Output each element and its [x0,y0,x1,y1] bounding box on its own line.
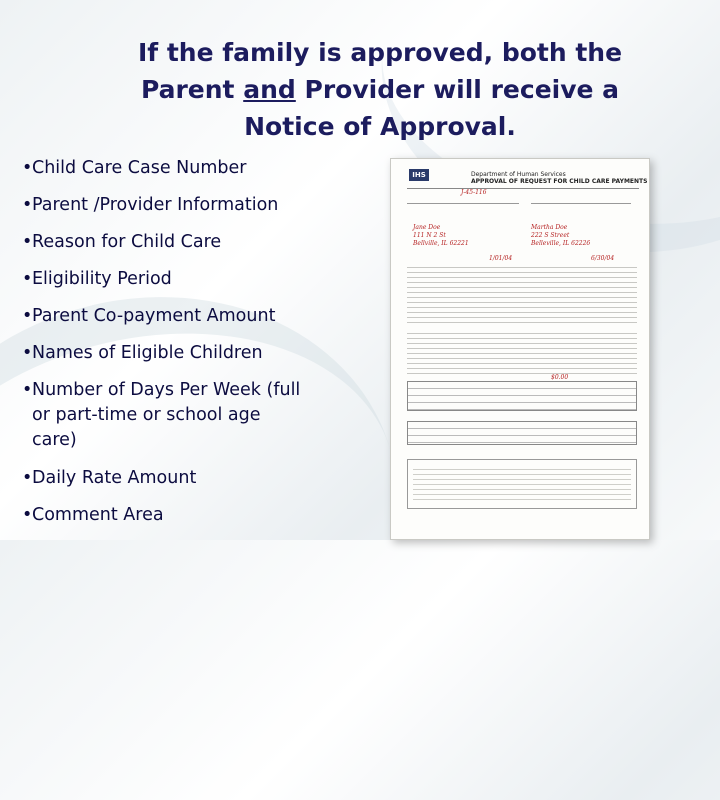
form-case-number: J-45-116 [461,189,487,196]
form-divider [407,188,639,189]
slide-title [100,34,660,145]
form-eligibility-from: 1/01/04 [489,255,513,262]
form-provider-name: Martha Doe [531,224,568,231]
bullet-item [22,378,352,453]
form-paragraph [407,263,637,323]
bullet-item [22,230,221,255]
bullet-dot: • [22,232,33,252]
bullet-item [22,267,172,292]
form-payment-table [407,381,637,411]
bullet-text: Eligibility Period [32,269,172,289]
form-children-table [407,421,637,445]
form-eligibility-to: 6/30/04 [591,255,615,262]
bullet-text-cont: or part-time or school age [32,405,261,425]
form-agency: Department of Human Services [471,171,566,178]
bullet-dot: • [22,158,33,178]
bullet-text: Reason for Child Care [32,232,222,252]
form-field-line [531,199,631,204]
form-paragraph [407,329,637,374]
bullet-item [22,341,263,366]
title-text-1: If the family is approved, both the Parent [137,38,623,104]
form-parent-name: Jane Doe [413,224,441,231]
bullet-item [22,503,164,528]
bullet-text: Number of Days Per Week (full [32,380,301,400]
bullet-dot: • [22,468,33,488]
form-parent-address-2: Bellville, IL 62221 [413,240,469,247]
bullet-text-cont: care) [32,430,77,450]
bullet-text: Comment Area [32,505,164,525]
ihs-logo: IHS [409,169,429,181]
bullet-text: Daily Rate Amount [32,468,197,488]
form-parent-address-1: 111 N 2 St [413,232,446,239]
form-comment-text [413,465,631,503]
bullet-text: Parent /Provider Information [32,195,279,215]
form-provider-address-1: 222 S Street [531,232,570,239]
bullet-item [22,304,275,329]
title-text-2: Provider will receive a Notice of Approval. [244,75,620,141]
form-provider-address-2: Belleville, IL 62226 [531,240,591,247]
bullet-text: Parent Co-payment Amount [32,306,276,326]
bullet-dot: • [22,505,33,525]
bullet-dot: • [22,380,33,400]
bullet-item [22,466,196,491]
bullet-dot: • [22,343,33,363]
bullet-item [22,156,246,181]
bullet-dot: • [22,195,33,215]
bullet-dot: • [22,269,33,289]
title-underlined-word: and [243,75,296,104]
notice-of-approval-form-image [390,158,650,540]
bullet-dot: • [22,306,33,326]
bullet-text: Names of Eligible Children [32,343,263,363]
form-field-line [407,199,519,204]
bullet-item [22,193,278,218]
form-copay: $0.00 [551,374,569,381]
form-title: APPROVAL OF REQUEST FOR CHILD CARE PAYMENTS [471,178,648,185]
bullet-text: Child Care Case Number [32,158,247,178]
